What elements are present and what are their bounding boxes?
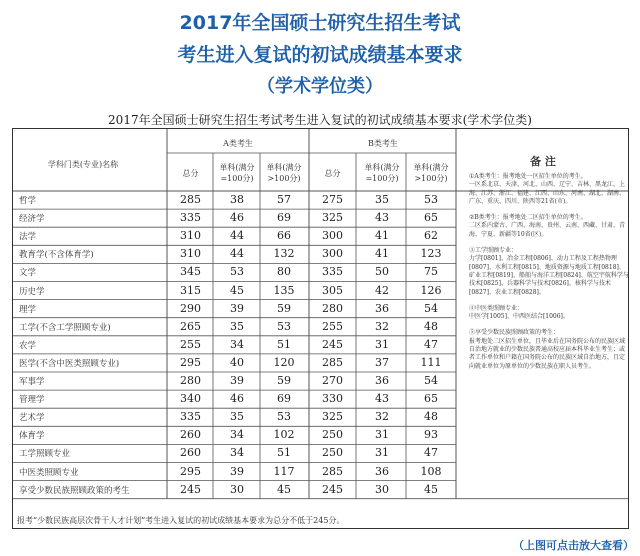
row-b-s1-value: 37 xyxy=(375,355,389,369)
header-subject: 学科门类(专业)名称 xyxy=(47,160,119,169)
row-a-total-value: 345 xyxy=(180,265,201,279)
row-b-total-value: 275 xyxy=(322,193,343,206)
row-b-s2-value: 108 xyxy=(420,464,442,478)
remark-paragraph xyxy=(469,206,629,214)
row-b-total-value: 250 xyxy=(322,428,343,442)
row-a-s2-value: 51 xyxy=(277,446,291,460)
title-line-2: 考生进入复试的初试成绩基本要求 xyxy=(177,44,463,66)
row-a-s1-value: 30 xyxy=(230,482,244,496)
header-b-single-over100: 单科(满分>100分) xyxy=(413,163,449,183)
row-b-s2-value: 45 xyxy=(424,482,438,496)
row-subject-name: 艺术学 xyxy=(19,413,45,424)
row-b-s2-value: 62 xyxy=(424,229,438,243)
row-b-total-value: 305 xyxy=(322,283,343,297)
row-a-s2-value: 117 xyxy=(273,464,295,478)
row-a-s2-value: 51 xyxy=(277,337,291,351)
row-a-total-value: 315 xyxy=(180,283,201,297)
zoom-hint-caption: （上图可点击放大查看） xyxy=(513,539,634,552)
row-a-total-value: 265 xyxy=(180,319,201,333)
header-b-group: B类考生 xyxy=(368,139,398,148)
row-subject-name: 工学(不含工学照顾专业) xyxy=(19,322,111,333)
row-b-s1-value: 36 xyxy=(375,301,389,315)
row-b-s1-value: 30 xyxy=(375,482,389,496)
row-a-total-value: 310 xyxy=(180,247,201,261)
row-subject-name: 历史学 xyxy=(19,286,45,297)
row-a-s2-value: 53 xyxy=(277,319,291,333)
row-a-total-value: 280 xyxy=(180,374,201,387)
remark-paragraph: 中医学[1005]、中西医结合[1006]。 xyxy=(469,313,569,321)
row-a-s1-value: 46 xyxy=(230,211,244,225)
header-b-total: 总分 xyxy=(324,169,341,178)
header-a-single100: 单科(满分=100分) xyxy=(219,163,255,183)
row-a-s1-value: 39 xyxy=(230,374,244,387)
row-subject-name: 中医类照顾专业 xyxy=(19,467,79,478)
row-a-s1-value: 34 xyxy=(230,337,244,351)
row-a-s2-value: 80 xyxy=(277,265,291,279)
row-b-s2-value: 65 xyxy=(424,211,438,225)
remark-paragraph: 报考地处二区招生单位，且毕业后在国务院公布的民族区域自治地方就业的少数民族普通高校应届本科毕业生考生；或者工作单位和户籍在国务院公布的民族区域自治地方，且定向就业单位为原单位的少数民族在职人员考生。 xyxy=(469,337,626,370)
row-b-s1-value: 42 xyxy=(375,283,389,297)
row-b-total-value: 285 xyxy=(322,355,343,369)
row-a-s1-value: 35 xyxy=(230,410,244,424)
row-subject-name: 哲学 xyxy=(19,196,37,206)
row-b-s1-value: 41 xyxy=(375,229,389,243)
row-a-s2-value: 102 xyxy=(273,428,295,442)
row-a-s2-value: 57 xyxy=(277,193,291,206)
row-subject-name: 管理学 xyxy=(19,395,45,406)
row-a-s1-value: 38 xyxy=(230,193,244,206)
row-a-s2-value: 120 xyxy=(273,355,295,369)
row-a-total-value: 255 xyxy=(180,337,201,351)
row-subject-name: 法学 xyxy=(19,232,37,243)
row-b-s1-value: 36 xyxy=(375,464,389,478)
row-subject-name: 文学 xyxy=(19,268,37,279)
row-b-total-value: 300 xyxy=(322,229,343,243)
remark-paragraph: 一区系北京、天津、河北、山西、辽宁、吉林、黑龙江、上海、江苏、浙江、福建、江西、山东、河南、湖北、湖南、广东、重庆、四川、陕西等21省(市)。 xyxy=(469,181,626,205)
row-b-total-value: 270 xyxy=(322,374,343,387)
remark-paragraph: ③工学照顾专业： xyxy=(469,247,518,255)
remark-paragraph: ①A类考生：报考地处一区招生单位的考生。 xyxy=(469,173,587,180)
row-a-total-value: 295 xyxy=(180,355,201,369)
row-a-s1-value: 46 xyxy=(230,392,244,406)
row-b-s1-value: 50 xyxy=(375,265,389,279)
row-a-s2-value: 66 xyxy=(277,229,291,243)
row-b-s1-value: 36 xyxy=(375,374,389,387)
row-b-s1-value: 35 xyxy=(375,193,389,206)
row-b-total-value: 330 xyxy=(322,392,343,406)
remark-paragraph xyxy=(469,297,629,305)
row-b-total-value: 335 xyxy=(322,265,343,279)
row-a-total-value: 295 xyxy=(180,464,201,478)
row-a-s2-value: 53 xyxy=(277,410,291,424)
remark-paragraph: ④中医类照顾专业： xyxy=(469,304,524,312)
row-a-total-value: 245 xyxy=(180,482,201,496)
row-b-s2-value: 48 xyxy=(424,410,438,424)
header-a-group: A类考生 xyxy=(223,139,253,148)
table-footnote: 报考“少数民族高层次骨干人才计划”考生进入复试的初试成绩基本要求为总分不低于245分。 xyxy=(17,516,345,525)
row-a-s2-value: 69 xyxy=(277,392,291,406)
row-a-total-value: 260 xyxy=(180,428,201,442)
row-b-total-value: 325 xyxy=(322,410,343,424)
row-b-s2-value: 93 xyxy=(424,428,438,442)
row-b-s1-value: 41 xyxy=(375,247,389,261)
row-subject-name: 军事学 xyxy=(19,377,45,387)
row-a-s2-value: 59 xyxy=(277,374,291,387)
row-b-s2-value: 75 xyxy=(424,265,438,279)
row-a-total-value: 335 xyxy=(180,211,201,225)
row-subject-name: 教育学(不含体育学) xyxy=(19,250,94,261)
table-title: 2017年全国硕士研究生招生考试考生进入复试的初试成绩基本要求(学术学位类) xyxy=(108,113,532,127)
row-b-s2-value: 53 xyxy=(424,193,438,206)
row-subject-name: 农学 xyxy=(19,340,37,351)
row-a-total-value: 285 xyxy=(180,193,201,206)
row-subject-name: 医学(不含中医类照顾专业) xyxy=(19,358,120,369)
row-b-s1-value: 31 xyxy=(375,428,389,442)
title-line-1: 2017年全国硕士研究生招生考试 xyxy=(179,12,461,34)
row-b-s2-value: 54 xyxy=(424,374,438,387)
row-a-s1-value: 34 xyxy=(230,446,244,460)
row-a-s1-value: 44 xyxy=(230,229,244,243)
row-b-s2-value: 111 xyxy=(420,355,442,369)
row-b-s2-value: 47 xyxy=(424,446,438,460)
row-b-total-value: 280 xyxy=(322,301,343,315)
remark-paragraph: ⑤享受少数民族照顾政策的考生： xyxy=(469,329,560,337)
remark-paragraph: 二区系内蒙古、广西、海南、贵州、云南、西藏、甘肃、青海、宁夏、新疆等10省(区)。 xyxy=(469,222,626,238)
row-subject-name: 理学 xyxy=(19,304,37,315)
row-subject-name: 享受少数民族照顾政策的考生 xyxy=(19,485,130,496)
row-b-s2-value: 48 xyxy=(424,319,438,333)
row-b-s2-value: 54 xyxy=(424,301,438,315)
row-b-s1-value: 32 xyxy=(375,319,389,333)
row-a-total-value: 335 xyxy=(180,410,201,424)
row-b-total-value: 285 xyxy=(322,464,343,478)
score-table xyxy=(12,128,629,529)
row-b-s2-value: 65 xyxy=(424,392,438,406)
row-b-total-value: 325 xyxy=(322,211,343,225)
row-a-s2-value: 132 xyxy=(273,247,295,261)
row-b-s1-value: 31 xyxy=(375,337,389,351)
row-b-total-value: 300 xyxy=(322,247,343,261)
header-a-single-over100: 单科(满分>100分) xyxy=(266,163,302,183)
header-b-single100: 单科(满分=100分) xyxy=(364,163,400,183)
row-a-s2-value: 135 xyxy=(273,283,295,297)
row-a-s1-value: 35 xyxy=(230,319,244,333)
row-a-s2-value: 59 xyxy=(277,301,291,315)
title-line-3: （学术学位类） xyxy=(257,76,383,97)
row-b-total-value: 245 xyxy=(322,337,343,351)
row-a-total-value: 310 xyxy=(180,229,201,243)
row-a-total-value: 290 xyxy=(180,301,201,315)
remark-paragraph xyxy=(469,239,629,247)
remarks-column xyxy=(469,173,629,371)
row-b-s2-value: 123 xyxy=(420,247,442,261)
row-b-s1-value: 43 xyxy=(375,211,389,225)
row-subject-name: 工学照顾专业 xyxy=(19,449,71,460)
row-subject-name: 体育学 xyxy=(19,431,45,442)
row-b-s2-value: 126 xyxy=(420,283,442,297)
row-b-total-value: 255 xyxy=(322,319,343,333)
row-b-s1-value: 31 xyxy=(375,446,389,460)
row-a-s1-value: 34 xyxy=(230,428,244,442)
remark-paragraph: 力学[0801]、冶金工程[0806]、动力工程及工程热物理[0807]、水利工程[0815]、地质资源与地质工程[0818]、矿业工程[0819]、船舶与海洋工程[0824]、航空宇航科学与技术[0825]、兵器科学与技术[0826]、核科学与技术[0827]、农业工程[0828]。 xyxy=(469,255,629,296)
row-a-s2-value: 45 xyxy=(277,482,291,496)
row-a-s1-value: 40 xyxy=(230,355,244,369)
row-a-total-value: 260 xyxy=(180,446,201,460)
row-a-s1-value: 45 xyxy=(230,283,244,297)
row-b-s1-value: 43 xyxy=(375,392,389,406)
row-b-s2-value: 47 xyxy=(424,337,438,351)
row-a-s1-value: 53 xyxy=(230,265,244,279)
header-a-total: 总分 xyxy=(182,169,199,178)
row-b-total-value: 245 xyxy=(322,482,343,496)
row-a-s1-value: 44 xyxy=(230,247,244,261)
header-remarks: 备 注 xyxy=(530,155,556,168)
row-a-s1-value: 39 xyxy=(230,301,244,315)
remark-paragraph: ②B类考生：报考地处二区招生单位的考生。 xyxy=(469,214,587,222)
row-subject-name: 经济学 xyxy=(19,214,45,225)
row-b-s1-value: 32 xyxy=(375,410,389,424)
row-a-s2-value: 69 xyxy=(277,211,291,225)
row-a-s1-value: 39 xyxy=(230,464,244,478)
row-a-total-value: 340 xyxy=(180,392,201,406)
row-b-total-value: 250 xyxy=(322,446,343,460)
